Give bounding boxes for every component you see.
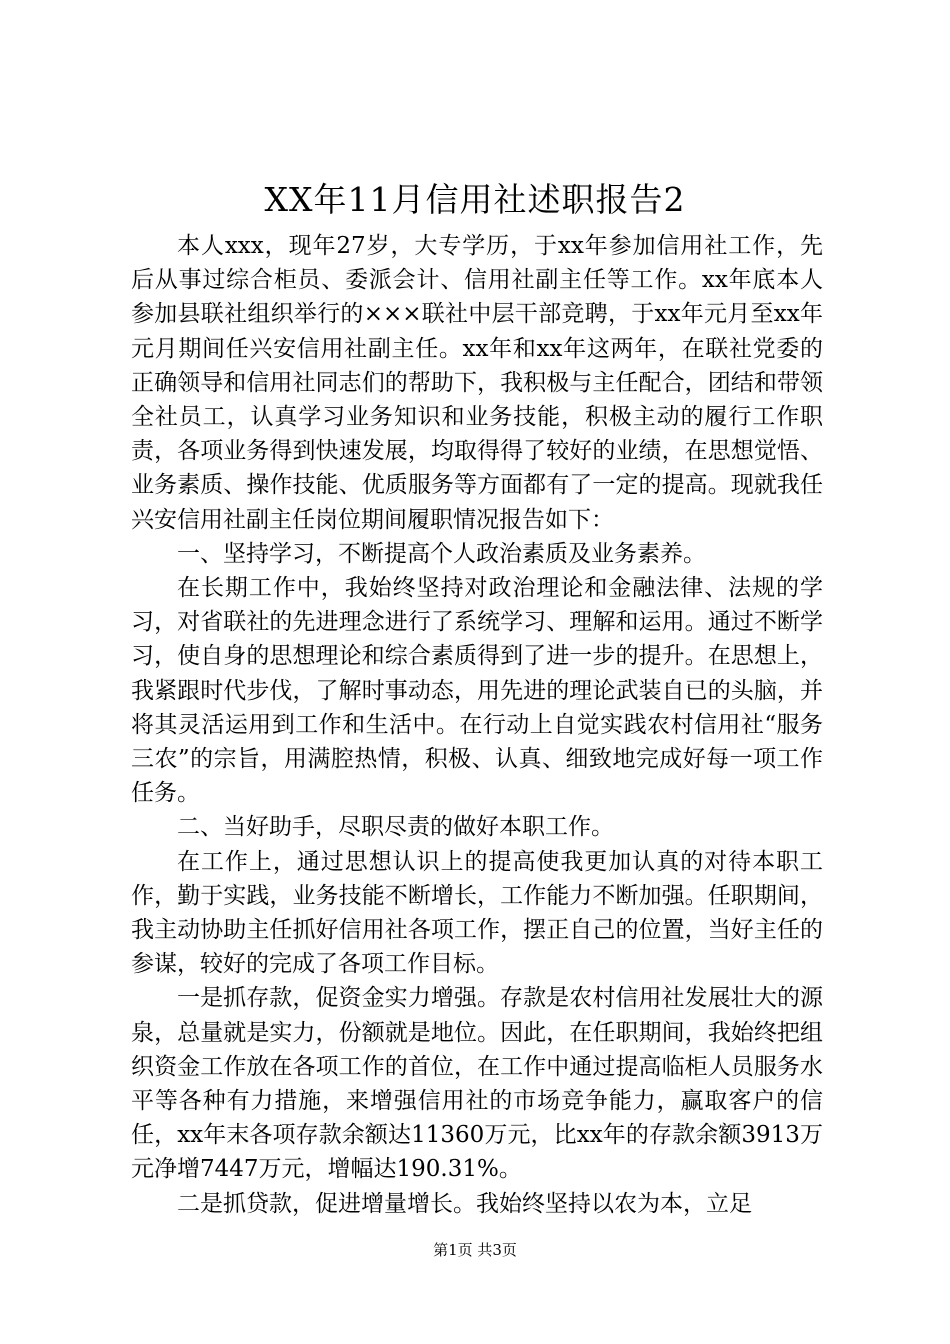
section-heading-1: 一、坚持学习，不断提高个人政治素质及业务素养。 [177,540,706,567]
document-body [131,229,823,1221]
document-title: XX年11月信用社述职报告2 [264,180,686,219]
paragraph-loans: 二是抓贷款，促进增量增长。我始终坚持以农为本，立足 [177,1190,752,1217]
page-footer: 第1页 共3页 [433,1241,517,1259]
paragraph-intro: 本人xxx，现年27岁，大专学历，于xx年参加信用社工作，先后从事过综合柜员、委派会计、信用社副主任等工作。xx年底本人参加县联社组织举行的×××联社中层干部竞聘，于xx年元月至xx年元月期间任兴安信用社副主任。xx年和xx年这两年，在联社党委的正确领导和信用社同志们的帮助下，我积极与主任配合，团结和带领全社员工，认真学习业务知识和业务技能，积极主动的履行工作职责，各项业务得到快速发展，均取得得了较好的业绩，在思想觉悟、业务素质、操作技能、优质服务等方面都有了一定的提高。现就我任兴安信用社副主任岗位期间履职情况报告如下： [131,233,823,533]
paragraph-work: 在工作上，通过思想认识上的提高使我更加认真的对待本职工作，勤于实践，业务技能不断增长，工作能力不断加强。任职期间，我主动协助主任抓好信用社各项工作，摆正自己的位置，当好主任的参谋，较好的完成了各项工作目标。 [131,848,823,978]
paragraph-study: 在长期工作中，我始终坚持对政治理论和金融法律、法规的学习，对省联社的先进理念进行了系统学习、理解和运用。通过不断学习，使自身的思想理论和综合素质得到了进一步的提升。在思想上，我紧跟时代步伐，了解时事动态，用先进的理论武装自已的头脑，并将其灵活运用到工作和生活中。在行动上自觉实践农村信用社“服务三农”的宗旨，用满腔热情，积极、认真、细致地完成好每一项工作任务。 [131,575,823,807]
section-heading-2: 二、当好助手，尽职尽责的做好本职工作。 [177,814,614,841]
paragraph-deposits: 一是抓存款，促资金实力增强。存款是农村信用社发展壮大的源泉，总量就是实力，份额就是地位。因此，在任职期间，我始终把组织资金工作放在各项工作的首位，在工作中通过提高临柜人员服务水平等各种有力措施，来增强信用社的市场竞争能力，赢取客户的信任，xx年末各项存款余额达11360万元，比xx年的存款余额3913万元净增7447万元，增幅达190.31%。 [131,985,823,1183]
